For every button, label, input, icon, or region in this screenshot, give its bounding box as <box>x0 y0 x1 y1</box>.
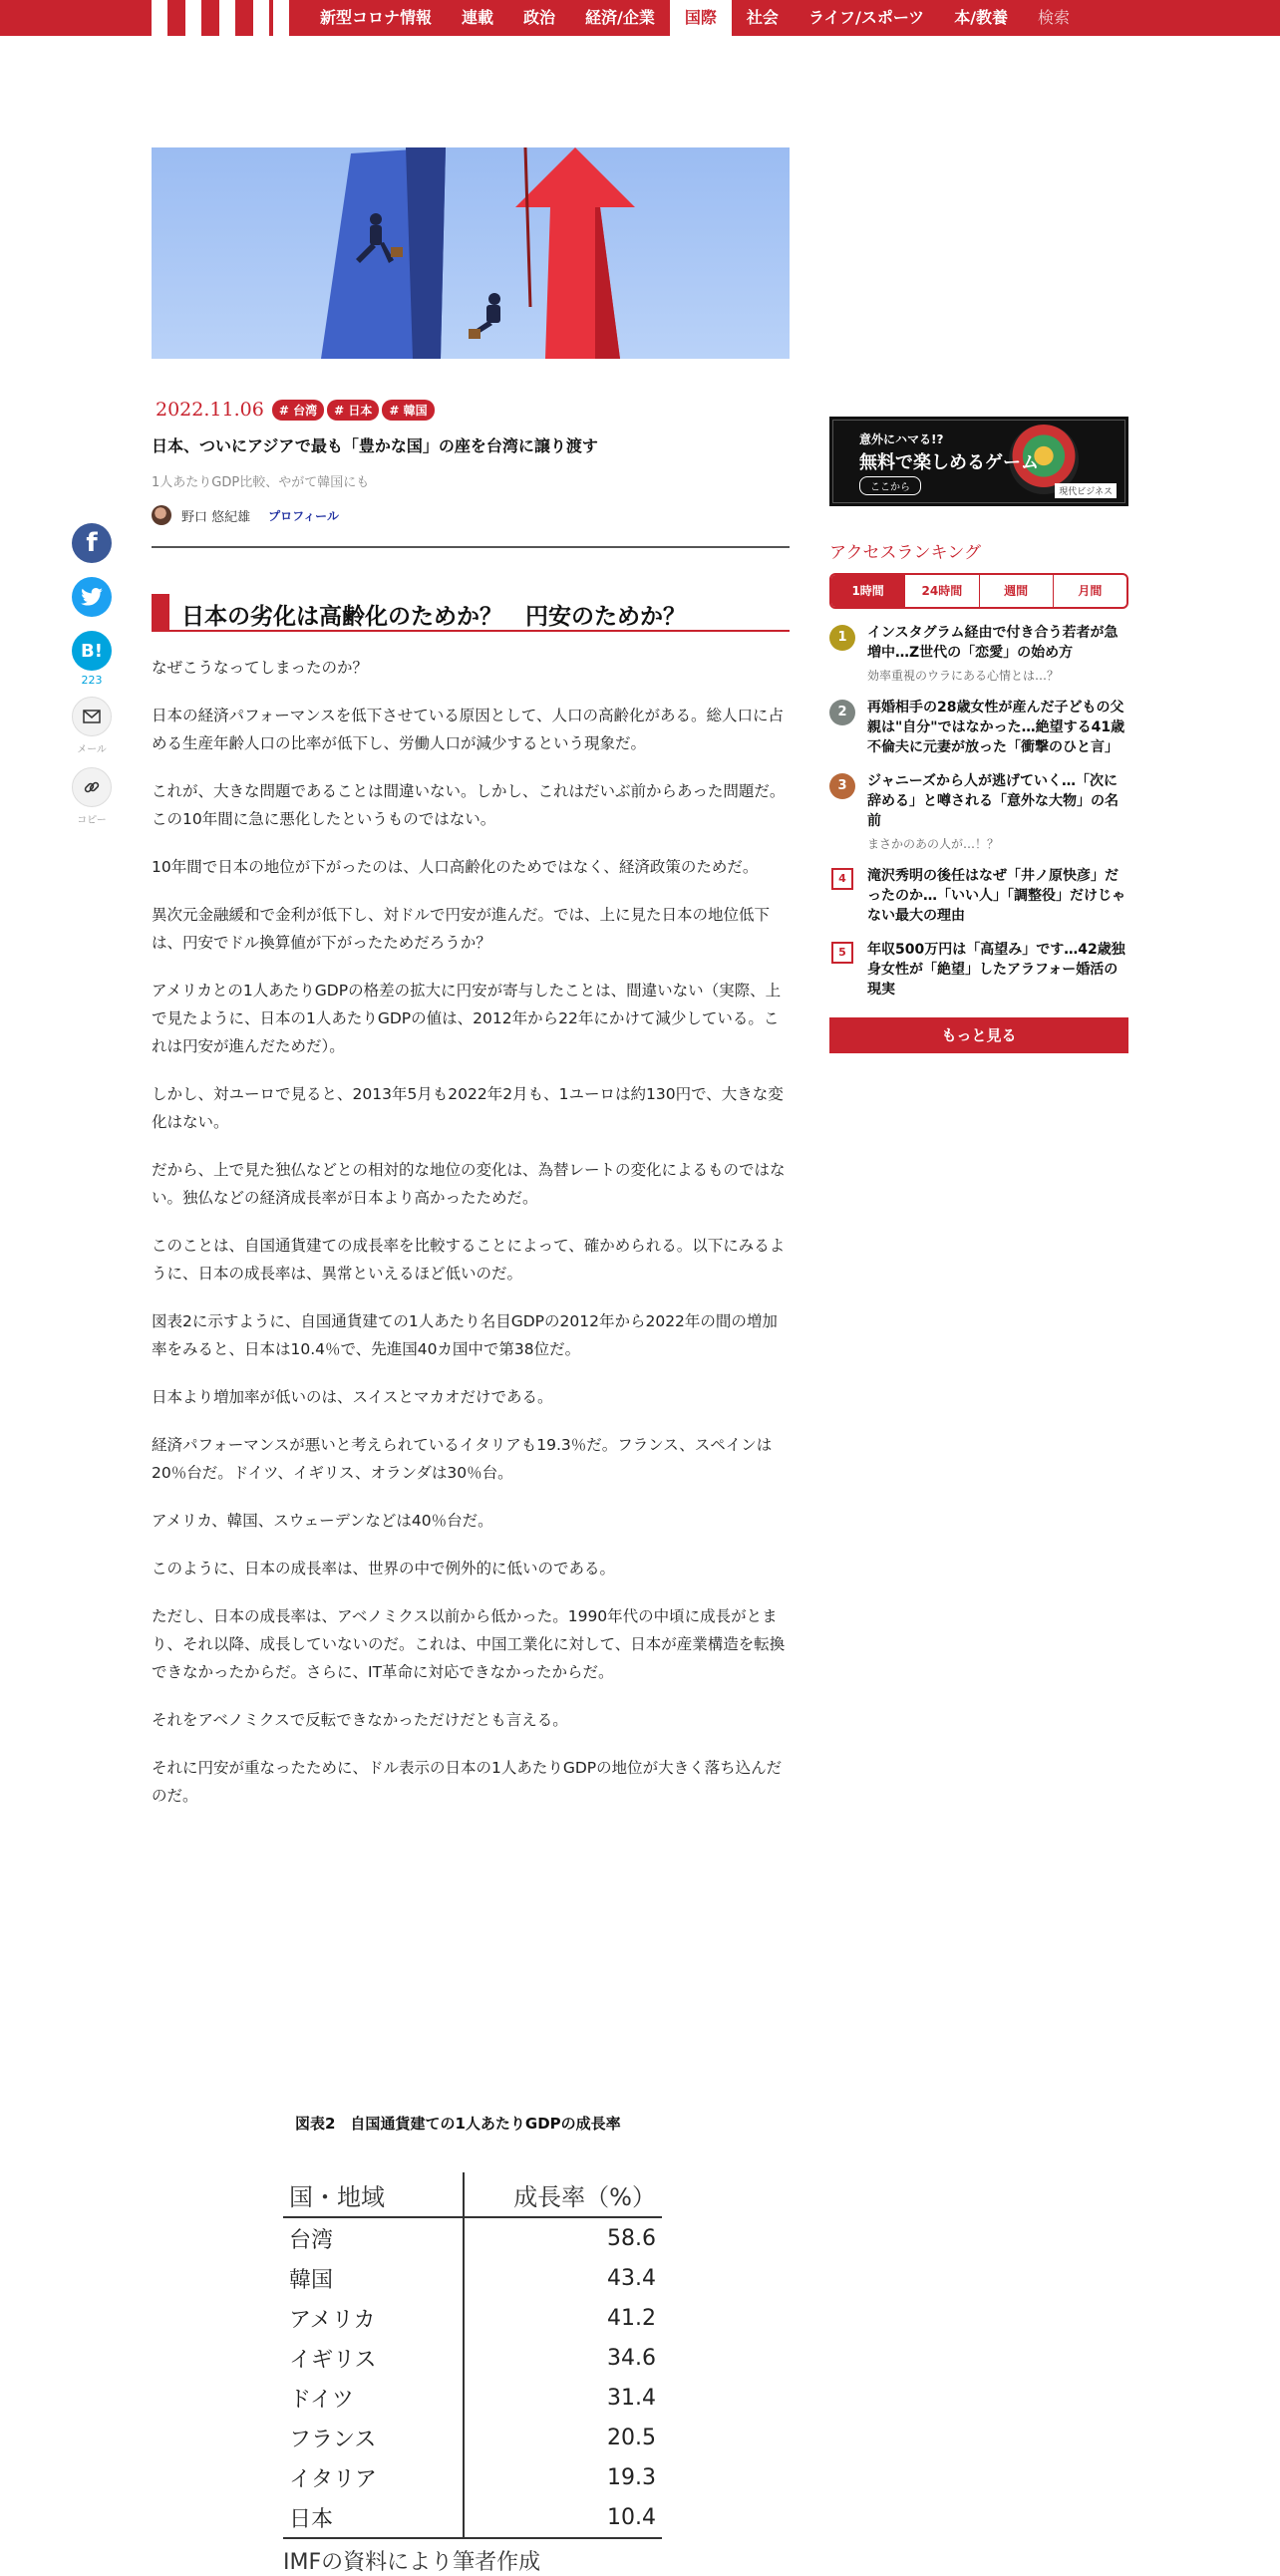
body-paragraph: 異次元金融緩和で金利が低下し、対ドルで円安が進んだ。では、上に見た日本の地位低下は、円安でドル換算値が下がったためだろうか？ <box>152 906 771 952</box>
rate-cell: 58.6 <box>607 2225 656 2251</box>
table-row <box>283 2298 662 2338</box>
twitter-share-button[interactable] <box>72 577 112 617</box>
ad-brand: 現代ビジネス <box>1055 483 1117 498</box>
header-country: 国・地域 <box>283 2172 464 2217</box>
rank-number-badge: 3 <box>829 773 855 799</box>
ranking-item[interactable] <box>829 866 1128 926</box>
body-paragraph: 日本より増加率が低いのは、スイスとマカオだけである。 <box>152 1388 553 1406</box>
tag-badge[interactable]: # 日本 <box>327 400 379 421</box>
body-paragraph: 10年間で日本の地位が下がったのは、人口高齢化のためではなく、経済政策のためだ。 <box>152 858 759 876</box>
country-cell: アメリカ <box>283 2298 464 2338</box>
body-paragraph: このように、日本の成長率は、世界の中で例外的に低いのである。 <box>152 1560 616 1577</box>
nav-item[interactable]: 政治 <box>523 8 556 27</box>
table-row <box>283 2418 662 2457</box>
tag-badge[interactable]: # 韓国 <box>382 400 434 421</box>
heading-accent-bar <box>152 594 169 630</box>
table-row <box>283 2217 662 2258</box>
country-cell: 日本 <box>283 2497 464 2538</box>
body-paragraph: 日本の経済パフォーマンスを低下させている原因として、人口の高齢化がある。総人口に占める生産年齢人口の比率が低下し、労働人口が減少するという現象だ。 <box>152 707 784 752</box>
ranking-item[interactable] <box>829 698 1128 757</box>
ranking-item-title[interactable]: インスタグラム経由で付き合う若者が急増中…Z世代の「恋愛」の始め方 <box>867 625 1119 661</box>
nav-item[interactable]: 国際 <box>670 0 732 36</box>
nav-item[interactable]: 連載 <box>462 8 494 27</box>
access-ranking <box>829 538 1128 1053</box>
body-paragraph: アメリカとの1人あたりGDPの格差の拡大に円安が寄与したことは、間違いない（実際、上で見たように、日本の1人あたりGDPの値は、2012年から22年にかけて減少している。これは円安が進んだためだ）。 <box>152 982 782 1055</box>
table-row <box>283 2457 662 2497</box>
country-cell: 台湾 <box>283 2217 464 2258</box>
rate-cell: 34.6 <box>607 2345 656 2371</box>
ranking-tab[interactable]: 週間 <box>979 575 1053 607</box>
rate-cell: 19.3 <box>607 2464 656 2490</box>
ad-banner[interactable] <box>829 417 1128 506</box>
table-row <box>283 2258 662 2298</box>
article-subtitle: 1人あたりGDP比較、やがて韓国にも <box>152 475 370 490</box>
body-paragraph: 経済パフォーマンスが悪いと考えられているイタリアも19.3％だ。フランス、スペインは20％台だ。ドイツ、イギリス、オランダは30％台。 <box>152 1436 773 1482</box>
article-meta <box>152 399 790 421</box>
share-column <box>70 523 114 838</box>
ad-line1: 意外にハマる!? <box>859 432 944 446</box>
ranking-item-subtitle: 効率重視のウラにある心情とは…？ <box>867 669 1060 683</box>
table-row <box>283 2338 662 2378</box>
ranking-tabs <box>829 573 1128 609</box>
body-paragraph: それに円安が重なったために、ドル表示の日本の1人あたりGDPの地位が大きく落ち込んだのだ。 <box>152 1759 783 1805</box>
header-rate: 成長率（%） <box>464 2172 662 2217</box>
country-cell: イタリア <box>283 2457 464 2497</box>
table-row <box>283 2497 662 2538</box>
copy-label: コピー <box>77 815 107 826</box>
ad-line2: 無料で楽しめるゲーム <box>859 452 1039 473</box>
ranking-tab[interactable]: 月間 <box>1053 575 1126 607</box>
section-heading <box>152 594 790 632</box>
rate-cell: 20.5 <box>607 2425 656 2450</box>
top-nav-bar <box>0 0 1280 36</box>
divider <box>152 546 790 548</box>
ranking-item-title[interactable]: ジャニーズから人が逃げていく…「次に辞める」と噂される「意外な大物」の名前 <box>867 773 1119 829</box>
mail-share-button[interactable] <box>72 697 112 736</box>
search-link[interactable]: 検索 <box>1038 8 1071 27</box>
article-hero-image <box>152 147 790 359</box>
ranking-item-title[interactable]: 再婚相手の28歳女性が産んだ子どもの父親は"自分"ではなかった…絶望する41歳不倫夫に元妻が放った「衝撃のひと言」 <box>867 700 1125 755</box>
figure-title: 図表2 自国通貨建ての1人あたりGDPの成長率 <box>295 2115 621 2133</box>
figure-note: IMFの資料により筆者作成 <box>283 2550 541 2575</box>
author-name[interactable]: 野口 悠紀雄 <box>181 509 251 525</box>
rate-cell: 41.2 <box>607 2305 656 2331</box>
link-icon <box>83 778 101 796</box>
country-cell: 韓国 <box>283 2258 464 2298</box>
rank-number-badge: 2 <box>829 700 855 725</box>
body-paragraph: このことは、自国通貨建ての成長率を比較することによって、確かめられる。以下にみるように、日本の成長率は、異常といえるほど低いのだ。 <box>152 1237 786 1283</box>
country-cell: ドイツ <box>283 2378 464 2418</box>
body-paragraph: しかし、対ユーロで見ると、2013年5月も2022年2月も、1ユーロは約130円で、大きな変化はない。 <box>152 1085 784 1131</box>
facebook-share-button[interactable] <box>72 523 112 563</box>
body-paragraph: だから、上で見た独仏などとの相対的な地位の変化は、為替レートの変化によるものではない。独仏などの経済成長率が日本より高かったためだ。 <box>152 1161 786 1207</box>
body-paragraph: なぜこうなってしまったのか？ <box>152 659 369 677</box>
ranking-item[interactable] <box>829 771 1128 852</box>
more-button[interactable]: もっと見る <box>829 1017 1128 1053</box>
rate-cell: 43.4 <box>607 2265 656 2291</box>
rate-cell: 10.4 <box>464 2497 662 2538</box>
body-paragraph: 図表2に示すように、自国通貨建ての1人あたり名目GDPの2012年から2022年の間の増加率をみると、日本は10.4％で、先進国40カ国中で第38位だ。 <box>152 1312 778 1358</box>
ranking-item[interactable] <box>829 940 1128 1000</box>
nav-item[interactable]: 経済/企業 <box>585 8 655 27</box>
body-paragraph: それをアベノミクスで反転できなかっただけだとも言える。 <box>152 1711 568 1729</box>
ranking-tab[interactable]: 1時間 <box>831 575 904 607</box>
ranking-item-title[interactable]: 年収500万円は「高望み」です…42歳独身女性が「絶望」したアラフォー婚活の現実 <box>867 942 1125 998</box>
country-cell: イギリス <box>283 2338 464 2378</box>
article-date: 2022.11.06 <box>156 399 264 421</box>
nav-item[interactable]: ライフ/スポーツ <box>807 8 925 27</box>
ranking-item[interactable] <box>829 623 1128 684</box>
body-paragraph: ただし、日本の成長率は、アベノミクス以前から低かった。1990年代の中頃に成長がとまり、それ以降、成長していないのだ。これは、中国工業化に対して、日本が産業構造を転換できなかったからだ。さらに、IT革命に対応できなかったからだ。 <box>152 1607 786 1681</box>
article-body <box>152 654 790 1830</box>
hatena-icon: B! <box>81 640 103 662</box>
twitter-icon <box>81 588 103 606</box>
country-cell: フランス <box>283 2418 464 2457</box>
facebook-icon: f <box>86 528 98 558</box>
body-paragraph: これが、大きな問題であることは間違いない。しかし、これはだいぶ前からあった問題だ。この10年間に急に悪化したというものではない。 <box>152 782 786 828</box>
profile-link[interactable]: プロフィール <box>268 508 339 523</box>
body-paragraph: アメリカ、韓国、スウェーデンなどは40％台だ。 <box>152 1512 493 1530</box>
mail-label: メール <box>77 744 107 755</box>
tag-badge[interactable]: # 台湾 <box>272 400 324 421</box>
figure-table <box>283 2172 662 2576</box>
author-avatar <box>152 505 171 525</box>
mail-icon <box>83 710 101 723</box>
ranking-item-title[interactable]: 滝沢秀明の後任はなぜ「井ノ原快彦」だったのか…「いい人」「調整役」だけじゃない最大の理由 <box>867 868 1125 924</box>
hatena-count: 223 <box>81 674 103 687</box>
author-row <box>152 503 339 527</box>
table-row <box>283 2378 662 2418</box>
site-logo[interactable] <box>152 0 289 36</box>
ranking-title: アクセスランキング <box>829 543 981 563</box>
nav-item[interactable]: 社会 <box>746 8 779 27</box>
ranking-tab[interactable]: 24時間 <box>904 575 978 607</box>
rank-number-badge: 5 <box>831 942 853 964</box>
copy-link-button[interactable] <box>72 767 112 807</box>
rank-number-badge: 1 <box>829 625 855 651</box>
nav-item[interactable]: 新型コロナ情報 <box>320 8 433 27</box>
section-heading-text: 日本の劣化は高齢化のためか？ 円安のためか？ <box>181 604 686 630</box>
nav-menu <box>305 0 1085 36</box>
nav-item[interactable]: 本/教養 <box>954 8 1009 27</box>
article-title: 日本、ついにアジアで最も「豊かな国」の座を台湾に譲り渡す <box>152 436 598 455</box>
ad-button[interactable]: ここから <box>859 476 921 495</box>
rate-cell: 31.4 <box>607 2385 656 2411</box>
ranking-item-subtitle: まさかのあの人が…！？ <box>867 837 1000 851</box>
hatena-bookmark-button[interactable] <box>72 631 112 671</box>
rank-number-badge: 4 <box>831 868 853 890</box>
